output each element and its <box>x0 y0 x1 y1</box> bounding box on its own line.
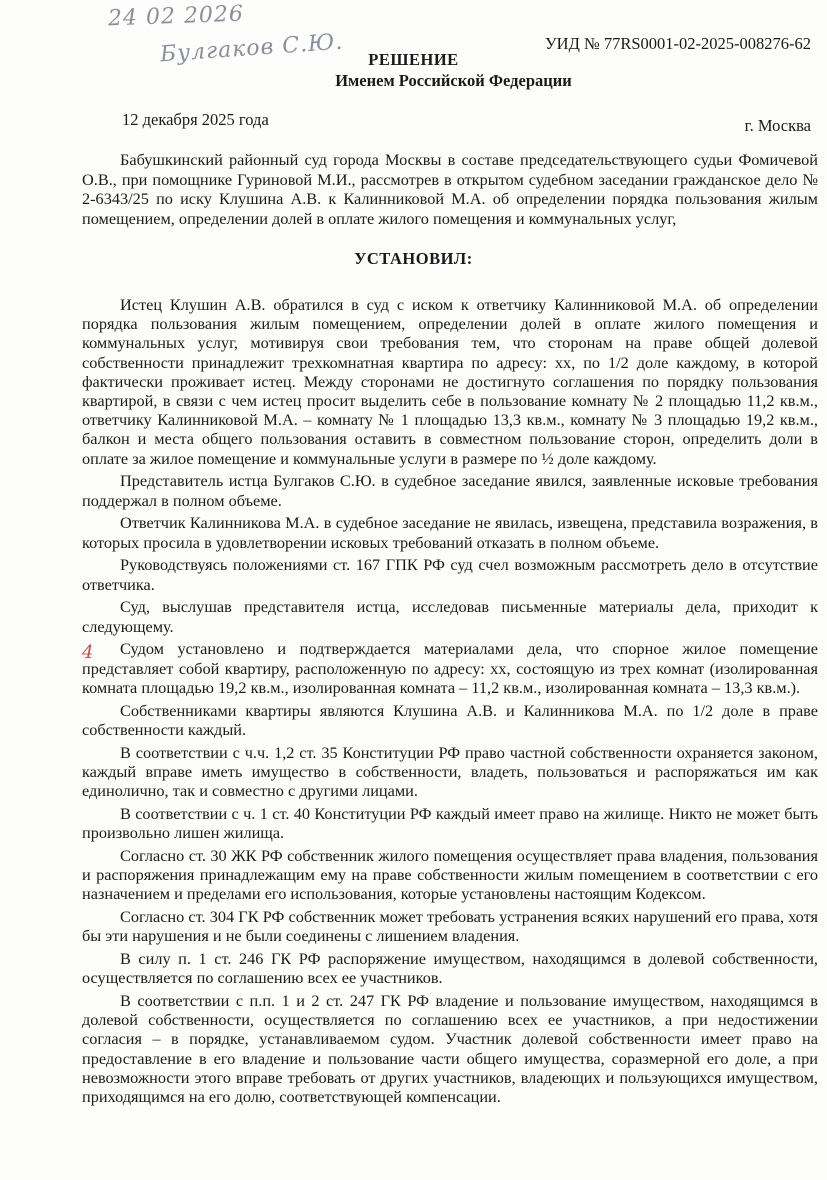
paragraph: Руководствуясь положениями ст. 167 ГПК РФ суд счел возможным рассмотреть дело в отсутствие ответчика. <box>82 555 818 594</box>
paragraph: В соответствии с ч. 1 ст. 40 Конституции РФ каждый имеет право на жилище. Никто не может быть произвольно лишен жилища. <box>82 803 818 843</box>
margin-mark: 4 <box>82 642 94 663</box>
decision-date: 12 декабря 2025 года <box>122 110 269 129</box>
handwritten-signature: Булгаков С.Ю. <box>159 29 345 68</box>
paragraph: В соответствии с ч.ч. 1,2 ст. 35 Конституции РФ право частной собственности охраняется законом, каждый вправе иметь имущество в собственности, владеть, пользоваться и распоряжаться им как единолично, так и совместно с другими лицами. <box>82 742 818 801</box>
paragraph: Собственниками квартиры являются Клушина А.В. и Калинникова М.А. по 1/2 доле в праве собственности каждый. <box>82 700 818 739</box>
handwritten-date: 24 02 2026 <box>107 1 245 32</box>
section-heading: УСТАНОВИЛ: <box>354 249 473 268</box>
document-title: РЕШЕНИЕ <box>368 50 459 69</box>
paragraph: Судом установлено и подтверждается материалами дела, что спорное жилое помещение представляет собой квартиру, расположенную по адресу: хх, состоящую из трех комнат (изолированная комната площадью 19,2 кв.м., изолированная комната – 11,2 кв.м., изолированная комната – 13,3 кв.м.). <box>82 639 818 697</box>
paragraph: В соответствии с п.п. 1 и 2 ст. 247 ГК РФ владение и пользование имуществом, находящимся в долевой собственности, осуществляется по соглашению всех ее участников, а при недостижении согласия – в порядке, устанавливаемом судом. Участник долевой собственности имеет право на предоставление в его владение и пользование части общего имущества, соразмерной его доле, а при невозможности этого вправе требовать от других участников, владеющих и пользующихся имуществом, приходящимся на его долю, соответствующей компенсации. <box>82 991 818 1107</box>
paragraph: Представитель истца Булгаков С.Ю. в судебное заседание явился, заявленные исковые требования поддержал в полном объеме. <box>82 471 818 510</box>
document-subtitle: Именем Российской Федерации <box>335 71 572 90</box>
decision-city: г. Москва <box>744 116 811 135</box>
intro-paragraph: Бабушкинский районный суд города Москвы в составе председательствующего судьи Фомичевой О.В., при помощнике Гуриновой М.И., рассмотрев в открытом судебном заседании гражданское дело № 2-6343/25 по иску Клушина А.В. к Калинниковой М.А. об определении порядка пользования жилым помещением, определении долей в оплате жилого помещения и коммунальных услуг, <box>82 150 818 228</box>
paragraph: В силу п. 1 ст. 246 ГК РФ распоряжение имуществом, находящимся в долевой собственности, осуществляется по соглашению всех ее участников. <box>82 949 818 988</box>
paragraph: Ответчик Калинникова М.А. в судебное заседание не явилась, извещена, представила возражения, в которых просила в удовлетворении исковых требований отказать в полном объеме. <box>82 513 818 552</box>
intro-block <box>82 150 818 228</box>
paragraph: Истец Клушин А.В. обратился в суд с иском к ответчику Калинниковой М.А. об определении порядка пользования жилым помещением, определении долей в оплате жилого помещения и коммунальных услуг, мотивируя свои требования тем, что сторонам на праве общей долевой собственности принадлежит трехкомнатная квартира по адресу: хх, по 1/2 доле каждому, в которой фактически проживает истец. Между сторонами не достигнуто соглашения по порядку пользования квартирой, в связи с чем истец просит выделить себе в пользование комнату № 2 площадью 11,2 кв.м., ответчику Калинниковой М.А. – комнату № 1 площадью 13,3 кв.м., комнату № 3 площадью 19,2 кв.м., балкон и места общего пользования оставить в совместном пользование сторон, определить доли в оплате за жилое помещение и коммунальные услуги в размере по ½ доле каждому. <box>82 295 818 468</box>
main-text <box>82 295 818 1110</box>
paragraph: Согласно ст. 304 ГК РФ собственник может требовать устранения всяких нарушений его права, хотя бы эти нарушения и не были соединены с лишением владения. <box>82 907 818 946</box>
paragraph: Согласно ст. 30 ЖК РФ собственник жилого помещения осуществляет права владения, пользования и распоряжения принадлежащим ему на праве собственности жилым помещением в соответствии с его назначением и пределами его использования, которые установлены настоящим Кодексом. <box>82 845 818 904</box>
case-uid: УИД № 77RS0001-02-2025-008276-62 <box>544 34 811 53</box>
paragraph: Суд, выслушав представителя истца, исследовав письменные материалы дела, приходит к следующему. <box>82 597 818 636</box>
